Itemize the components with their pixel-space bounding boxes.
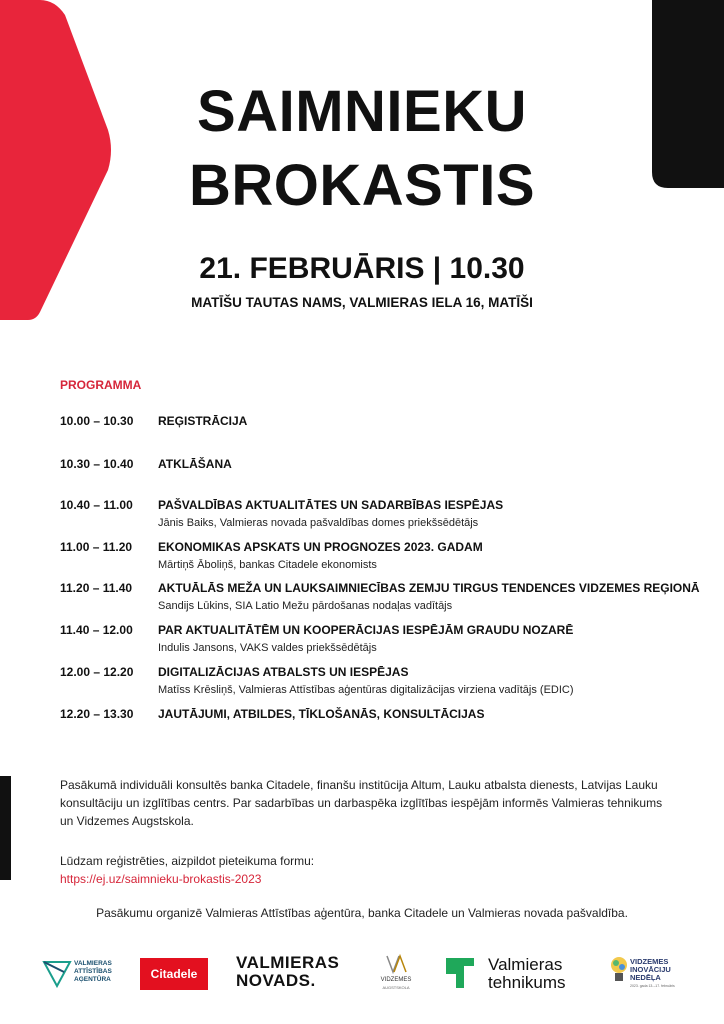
citadele-logo: Citadele (140, 958, 208, 990)
consultation-line: Pasākumā individuāli konsultēs banka Citadele, finanšu institūcija Altum, Lauku atbalsta dienests, Latvijas Lauku (60, 778, 658, 792)
event-venue: MATĪŠU TAUTAS NAMS, VALMIERAS IELA 16, MATĪŠI (191, 295, 533, 310)
registration-info (60, 852, 680, 888)
programme-time: 10.40 – 11.00 (60, 498, 133, 512)
programme-speaker: Jānis Baiks, Valmieras novada pašvaldības domes priekšsēdētājs (158, 517, 479, 529)
valmieras-tehnikums-logo (444, 948, 584, 998)
vaa-mark-icon (42, 958, 72, 988)
programme-time: 11.40 – 12.00 (60, 623, 133, 637)
programme-time: 12.00 – 12.20 (60, 665, 134, 679)
event-title-line1: SAIMNIEKU (197, 79, 527, 144)
programme-time: 11.00 – 11.20 (60, 540, 133, 554)
programme-topic: EKONOMIKAS APSKATS UN PROGNOZES 2023. GADAM (158, 540, 483, 554)
programme-topic: PAŠVALDĪBAS AKTUALITĀTES UN SADARBĪBAS IESPĒJAS (158, 498, 504, 512)
vn-text-line: VALMIERAS (236, 953, 340, 972)
programme-topic: DIGITALIZĀCIJAS ATBALSTS UN IESPĒJAS (158, 665, 409, 679)
vin-subtext: 2023. gada 13.–17. februāris (630, 984, 675, 988)
va-text: VIDZEMES (380, 977, 412, 983)
programme-time: 11.20 – 11.40 (60, 581, 133, 595)
registration-link[interactable]: https://ej.uz/saimnieku-brokastis-2023 (60, 872, 262, 886)
vidzemes-inovaciju-nedela-logo (610, 948, 675, 998)
consultation-info (60, 776, 680, 830)
programme-speaker: Sandijs Lūkins, SIA Latio Mežu pārdošanas nodaļas vadītājs (158, 600, 453, 612)
consultation-line: un Vidzemes Augstskola. (60, 814, 194, 828)
lightbulb-icon (610, 956, 628, 986)
programme-speaker: Indulis Jansons, VAKS valdes priekšsēdētājs (158, 642, 377, 654)
programme-time: 10.30 – 10.40 (60, 457, 134, 471)
organizer-text: Pasākumu organizē Valmieras Attīstības aģentūra, banka Citadele un Valmieras novada pašvaldība. (96, 906, 628, 920)
va-mark-icon (384, 952, 408, 976)
vaa-text-line: ATTĪSTĪBAS (74, 968, 112, 975)
programme-topic: REĢISTRĀCIJA (158, 414, 248, 428)
event-title-line2: BROKASTIS (188, 153, 536, 218)
vin-text-line: VIDZEMES (630, 957, 669, 966)
tehnikums-text-line: tehnikums (488, 973, 566, 992)
partner-logos (0, 948, 724, 998)
programme-topic: ATKLĀŠANA (158, 457, 232, 471)
vin-text-line: NEDĒĻA (630, 973, 661, 982)
programme-speaker: Matīss Krēsliņš, Valmieras Attīstības aģentūras digitalizācijas virziena vadītājs (EDIC) (158, 684, 574, 696)
vn-text-line: NOVADS. (236, 971, 316, 990)
consultation-line: konsultāciju un izglītības centrs. Par sadarbības un darbaspēka izglītības iespējām informēs Valmieras tehnikums (60, 796, 663, 810)
event-date-time: 21. FEBRUĀRIS | 10.30 (199, 252, 525, 285)
va-subtext: AUGSTSKOLA (382, 985, 410, 990)
vaa-text-line: AĢENTŪRA (74, 976, 111, 983)
valmieras-novads-logo (236, 954, 339, 1004)
programme-topic: JAUTĀJUMI, ATBILDES, TĪKLOŠANĀS, KONSULTĀCIJAS (158, 707, 485, 721)
programme-time: 12.20 – 13.30 (60, 707, 134, 721)
vidzemes-augstskola-logo (374, 948, 418, 998)
tehnikums-mark-icon (444, 956, 476, 990)
vin-text-line: INOVĀCIJU (630, 965, 671, 974)
black-side-bar (0, 776, 11, 880)
programme-speaker: Mārtiņš Āboliņš, bankas Citadele ekonomists (158, 559, 377, 571)
vaa-logo (42, 948, 122, 998)
programme-topic: AKTUĀLĀS MEŽA UN LAUKSAIMNIECĪBAS ZEMJU TIRGUS TENDENCES VIDZEMES REĢIONĀ (158, 581, 700, 595)
vaa-text-line: VALMIERAS (74, 960, 112, 967)
programme-label: PROGRAMMA (60, 378, 142, 392)
programme-topic: PAR AKTUALITĀTĒM UN KOOPERĀCIJAS IESPĒJĀM GRAUDU NOZARĒ (158, 623, 574, 637)
registration-text: Lūdzam reģistrēties, aizpildot pieteikuma formu: (60, 854, 315, 868)
programme-time: 10.00 – 10.30 (60, 414, 134, 428)
tehnikums-text-line: Valmieras (488, 955, 563, 974)
